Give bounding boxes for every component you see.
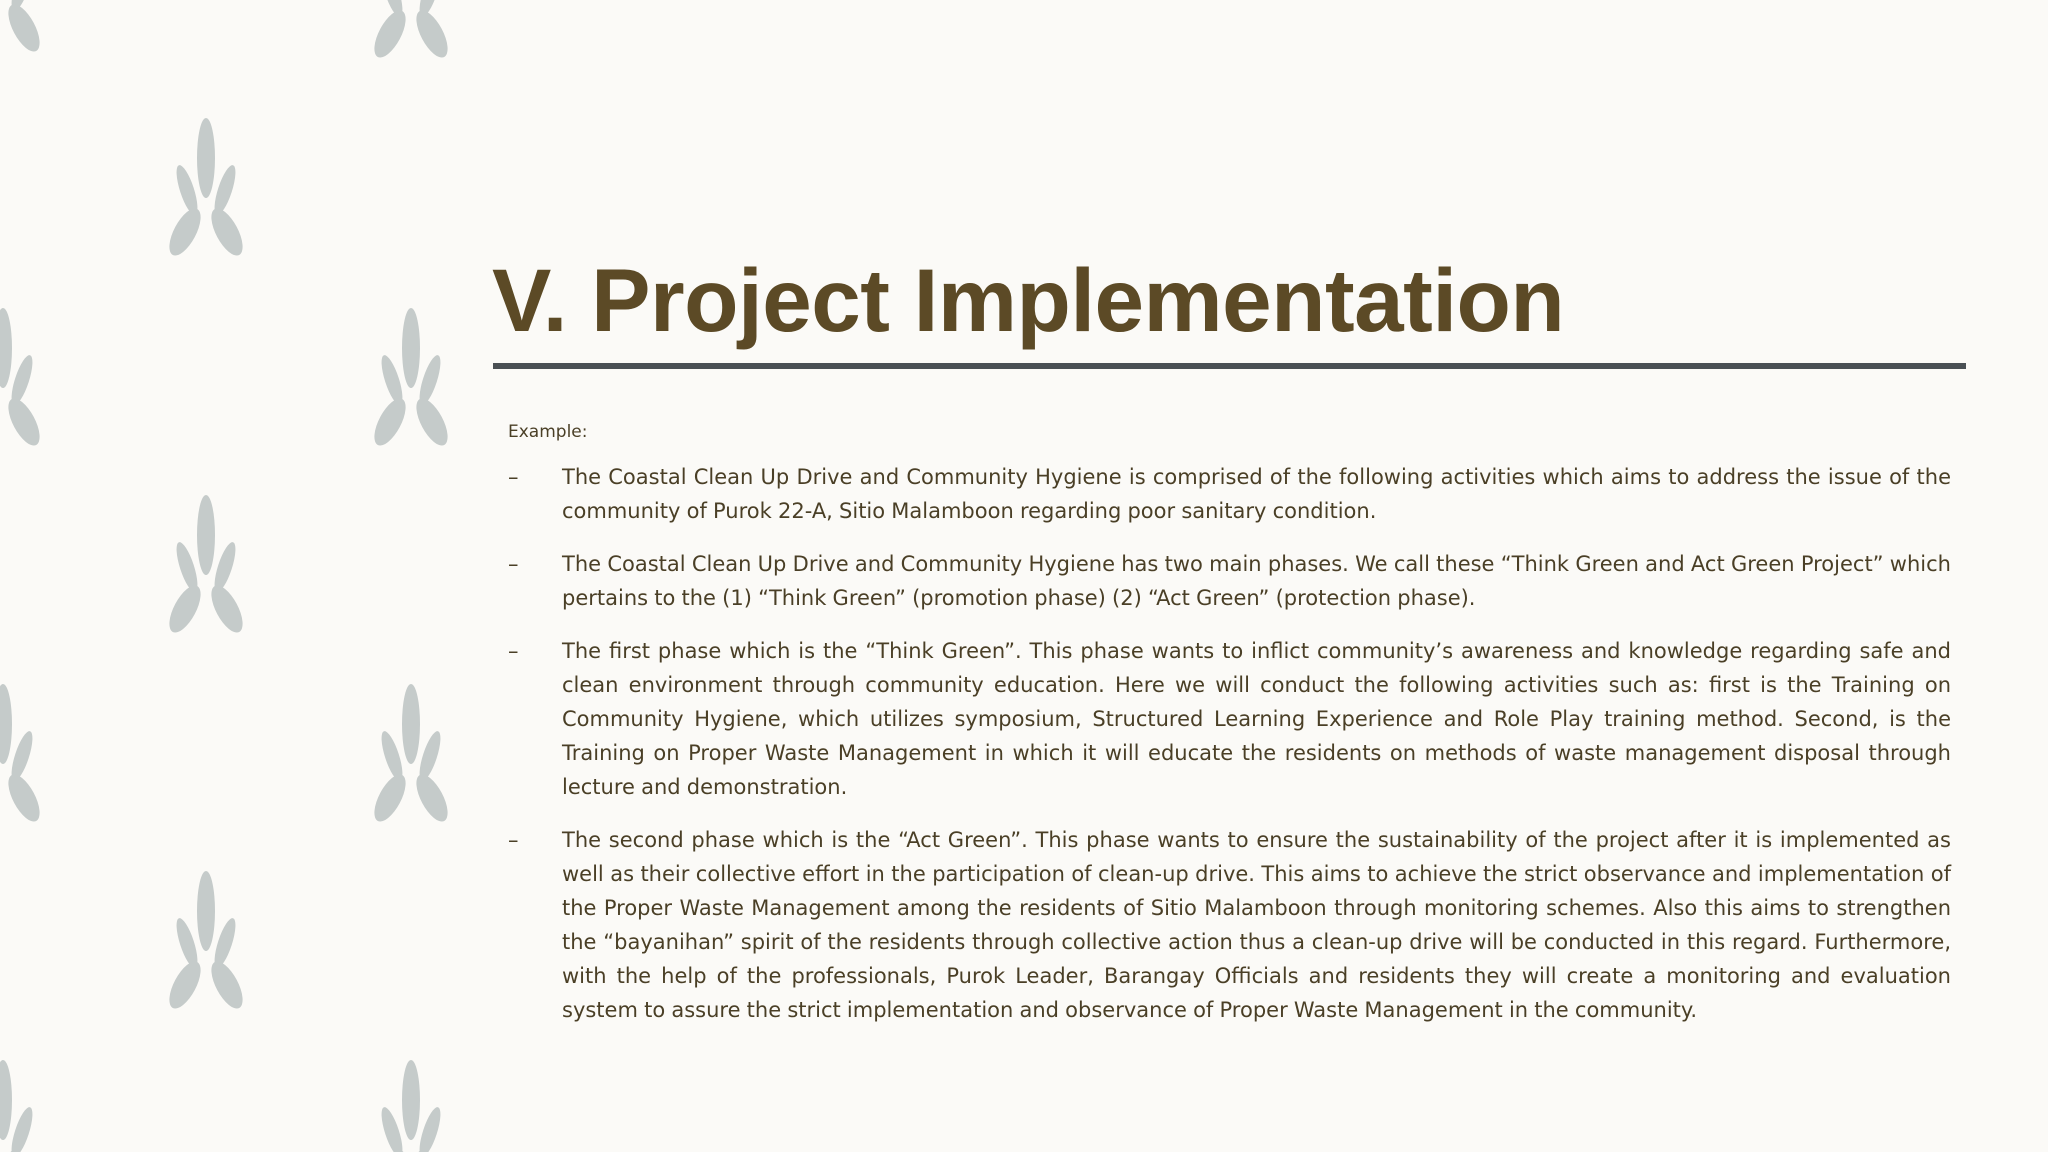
leaf-sprig-icon [370,308,452,452]
bullet-item [508,547,1951,615]
leaf-sprig-icon [165,118,247,262]
bullet-dash: – [508,828,519,852]
bullet-text: The first phase which is the “Think Green”. This phase wants to inflict community’s awareness and knowledge regarding safe and clean environment through community education. Here we will conduct the following activities such as: first is the Training on Community Hygiene, which utilizes symposium, Structured Learning Experience and Role Play training method. Second, is the Training on Proper Waste Management in which it will educate the residents on methods of waste management disposal through lecture and demonstration. [562,639,1951,799]
leaf-sprig-icon [0,308,44,452]
bullet-text: The Coastal Clean Up Drive and Community Hygiene has two main phases. We call these “Think Green and Act Green Project” which pertains to the (1) “Think Green” (promotion phase) (2) “Act Green” (protection phase). [562,552,1951,610]
example-label: Example: [508,422,588,442]
leaf-sprig-icon [0,0,44,58]
leaf-sprig-icon [165,495,247,639]
slide-title: V. Project Implementation [492,250,1565,350]
bullet-item [508,460,1951,528]
bullet-dash: – [508,552,519,576]
bullet-dash: – [508,465,519,489]
title-divider [493,363,1966,369]
leaf-sprig-icon [370,684,452,828]
bullet-text: The Coastal Clean Up Drive and Community Hygiene is comprised of the following activities which aims to address the issue of the community of Purok 22-A, Sitio Malamboon regarding poor sanitary condition. [562,465,1951,523]
leaf-sprig-icon [370,1060,452,1152]
slide-content [508,418,1951,1046]
leaf-sprig-icon [370,0,452,64]
bullet-text: The second phase which is the “Act Green”. This phase wants to ensure the sustainability of the project after it is implemented as well as their collective effort in the participation of clean-up drive. This aims to achieve the strict observance and implementation of the Proper Waste Management among the residents of Sitio Malamboon through monitoring schemes. Also this aims to strengthen the “bayanihan” spirit of the residents through collective action thus a clean-up drive will be conducted in this regard. Furthermore, with the help of the professionals, Purok Leader, Barangay Officials and residents they will create a monitoring and evaluation system to assure the strict implementation and observance of Proper Waste Management in the community. [562,828,1951,1022]
bullet-list [508,460,1951,1027]
leaf-sprig-icon [0,684,44,828]
bullet-item [508,634,1951,804]
bullet-dash: – [508,639,519,663]
leaf-sprig-icon [0,1060,44,1152]
leaf-sprig-icon [165,871,247,1015]
bullet-item [508,823,1951,1027]
